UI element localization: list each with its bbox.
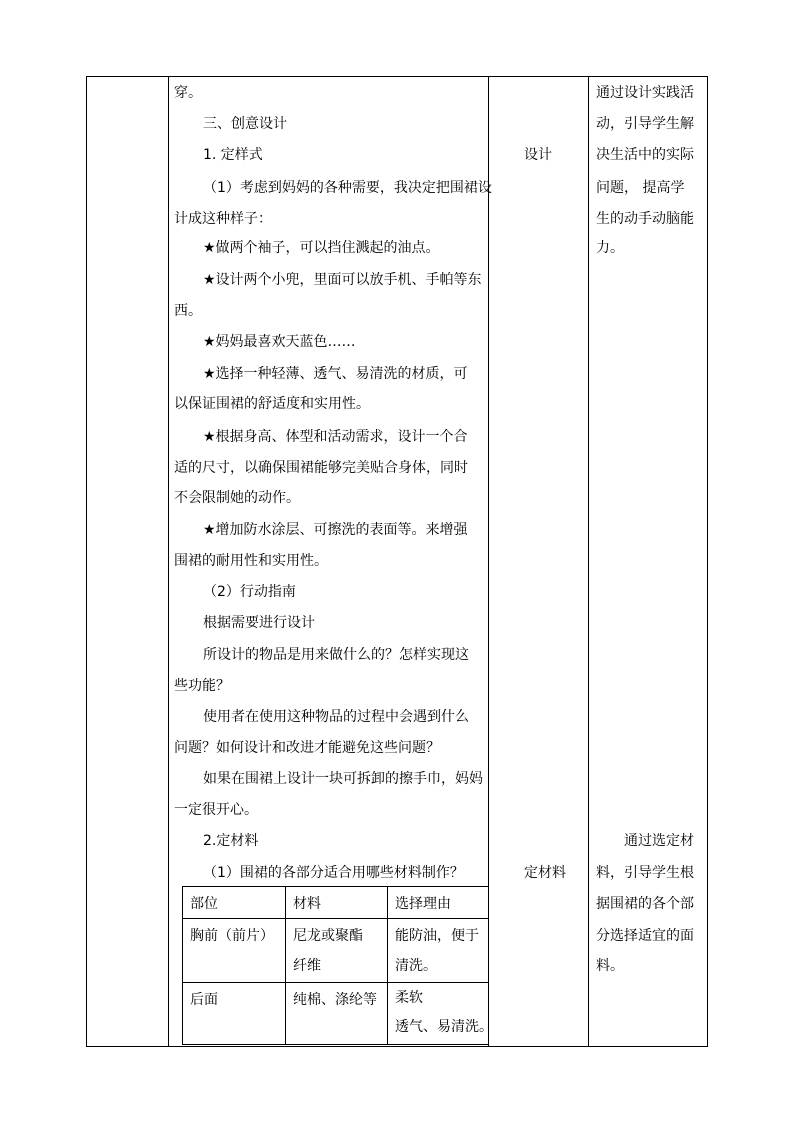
content-line: 适的尺寸，以确保围裙能够完美贴合身体，同时 xyxy=(174,460,468,476)
intent-line: 生的动手动脑能 xyxy=(596,211,694,227)
content-line: 穿。 xyxy=(174,85,202,101)
section-heading: 2.定材料 xyxy=(203,833,259,849)
content-line: 不会限制她的动作。 xyxy=(174,490,300,506)
table-header-cell: 选择理由 xyxy=(395,896,451,912)
intent-line: 问题， 提高学 xyxy=(596,180,685,196)
activity-materials: 定材料 xyxy=(524,865,566,881)
content-line: ★根据身高、体型和活动需求，设计一个合 xyxy=(203,429,468,445)
content-line: ★做两个袖子，可以挡住溅起的油点。 xyxy=(203,240,440,256)
table-cell: 能防油，便于 xyxy=(395,928,479,944)
intent-line: 动，引导学生解 xyxy=(596,116,694,132)
intent-line: 分选择适宜的面 xyxy=(596,928,694,944)
table-header-cell: 材料 xyxy=(293,896,321,912)
subsection-heading: 1. 定样式 xyxy=(203,147,263,163)
intent-line: 通过设计实践活 xyxy=(596,85,694,101)
section-heading: 三、创意设计 xyxy=(203,116,287,132)
table-cell: 透气、易清洗。 xyxy=(395,1019,493,1035)
content-line: ★选择一种轻薄、透气、易清洗的材质，可 xyxy=(203,366,468,382)
content-line: ★设计两个小兜，里面可以放手机、手帕等东 xyxy=(203,272,482,288)
content-line: 以保证围裙的舒适度和实用性。 xyxy=(174,396,370,412)
intent-line: 据围裙的各个部 xyxy=(596,896,694,912)
table-cell: 柔软 xyxy=(395,990,423,1006)
content-line: 使用者在使用这种物品的过程中会遇到什么 xyxy=(203,709,469,725)
content-line: 围裙的耐用性和实用性。 xyxy=(174,553,328,569)
content-line: （1）围裙的各部分适合用哪些材料制作？ xyxy=(203,865,464,881)
table-cell: 后面 xyxy=(190,992,218,1008)
col-divider-1 xyxy=(168,76,169,1047)
content-line: 问题？如何设计和改进才能避免这些问题？ xyxy=(174,740,440,756)
table-cell: 清洗。 xyxy=(395,958,437,974)
content-line: （1）考虑到妈妈的各种需要，我决定把围裙设 xyxy=(203,180,492,196)
intent-line: 力。 xyxy=(596,240,624,256)
content-line: 计成这种样子： xyxy=(174,211,272,227)
table-cell: 纯棉、涤纶等 xyxy=(293,992,377,1008)
activity-design: 设计 xyxy=(524,147,552,163)
content-line: 根据需要进行设计 xyxy=(203,615,315,631)
table-header-cell: 部位 xyxy=(190,896,218,912)
content-line: 所设计的物品是用来做什么的？怎样实现这 xyxy=(203,647,469,663)
intent-line: 决生活中的实际 xyxy=(596,147,694,163)
col-divider-2 xyxy=(488,76,489,1047)
table-top-border xyxy=(86,76,708,77)
col-divider-3 xyxy=(588,76,589,1047)
content-line: 一定很开心。 xyxy=(174,802,258,818)
table-cell: 尼龙或聚酯 xyxy=(293,928,363,944)
content-line: 如果在围裙上设计一块可拆卸的擦手巾，妈妈 xyxy=(203,771,483,787)
content-line: ★妈妈最喜欢天蓝色…… xyxy=(203,334,356,350)
table-cell: 纤维 xyxy=(293,958,321,974)
content-line: ★增加防水涂层、可擦洗的表面等。来增强 xyxy=(203,522,468,538)
intent-line: 料，引导学生根 xyxy=(596,865,694,881)
table-cell: 胸前（前片） xyxy=(190,928,274,944)
subsection-heading: （2）行动指南 xyxy=(203,584,296,600)
content-line: 些功能？ xyxy=(174,678,230,694)
table-bottom-border xyxy=(86,1046,708,1047)
table-right-border xyxy=(707,76,708,1047)
intent-line: 通过选定材 xyxy=(624,833,694,849)
content-line: 西。 xyxy=(174,303,202,319)
table-left-border xyxy=(86,76,87,1047)
intent-line: 料。 xyxy=(596,958,624,974)
